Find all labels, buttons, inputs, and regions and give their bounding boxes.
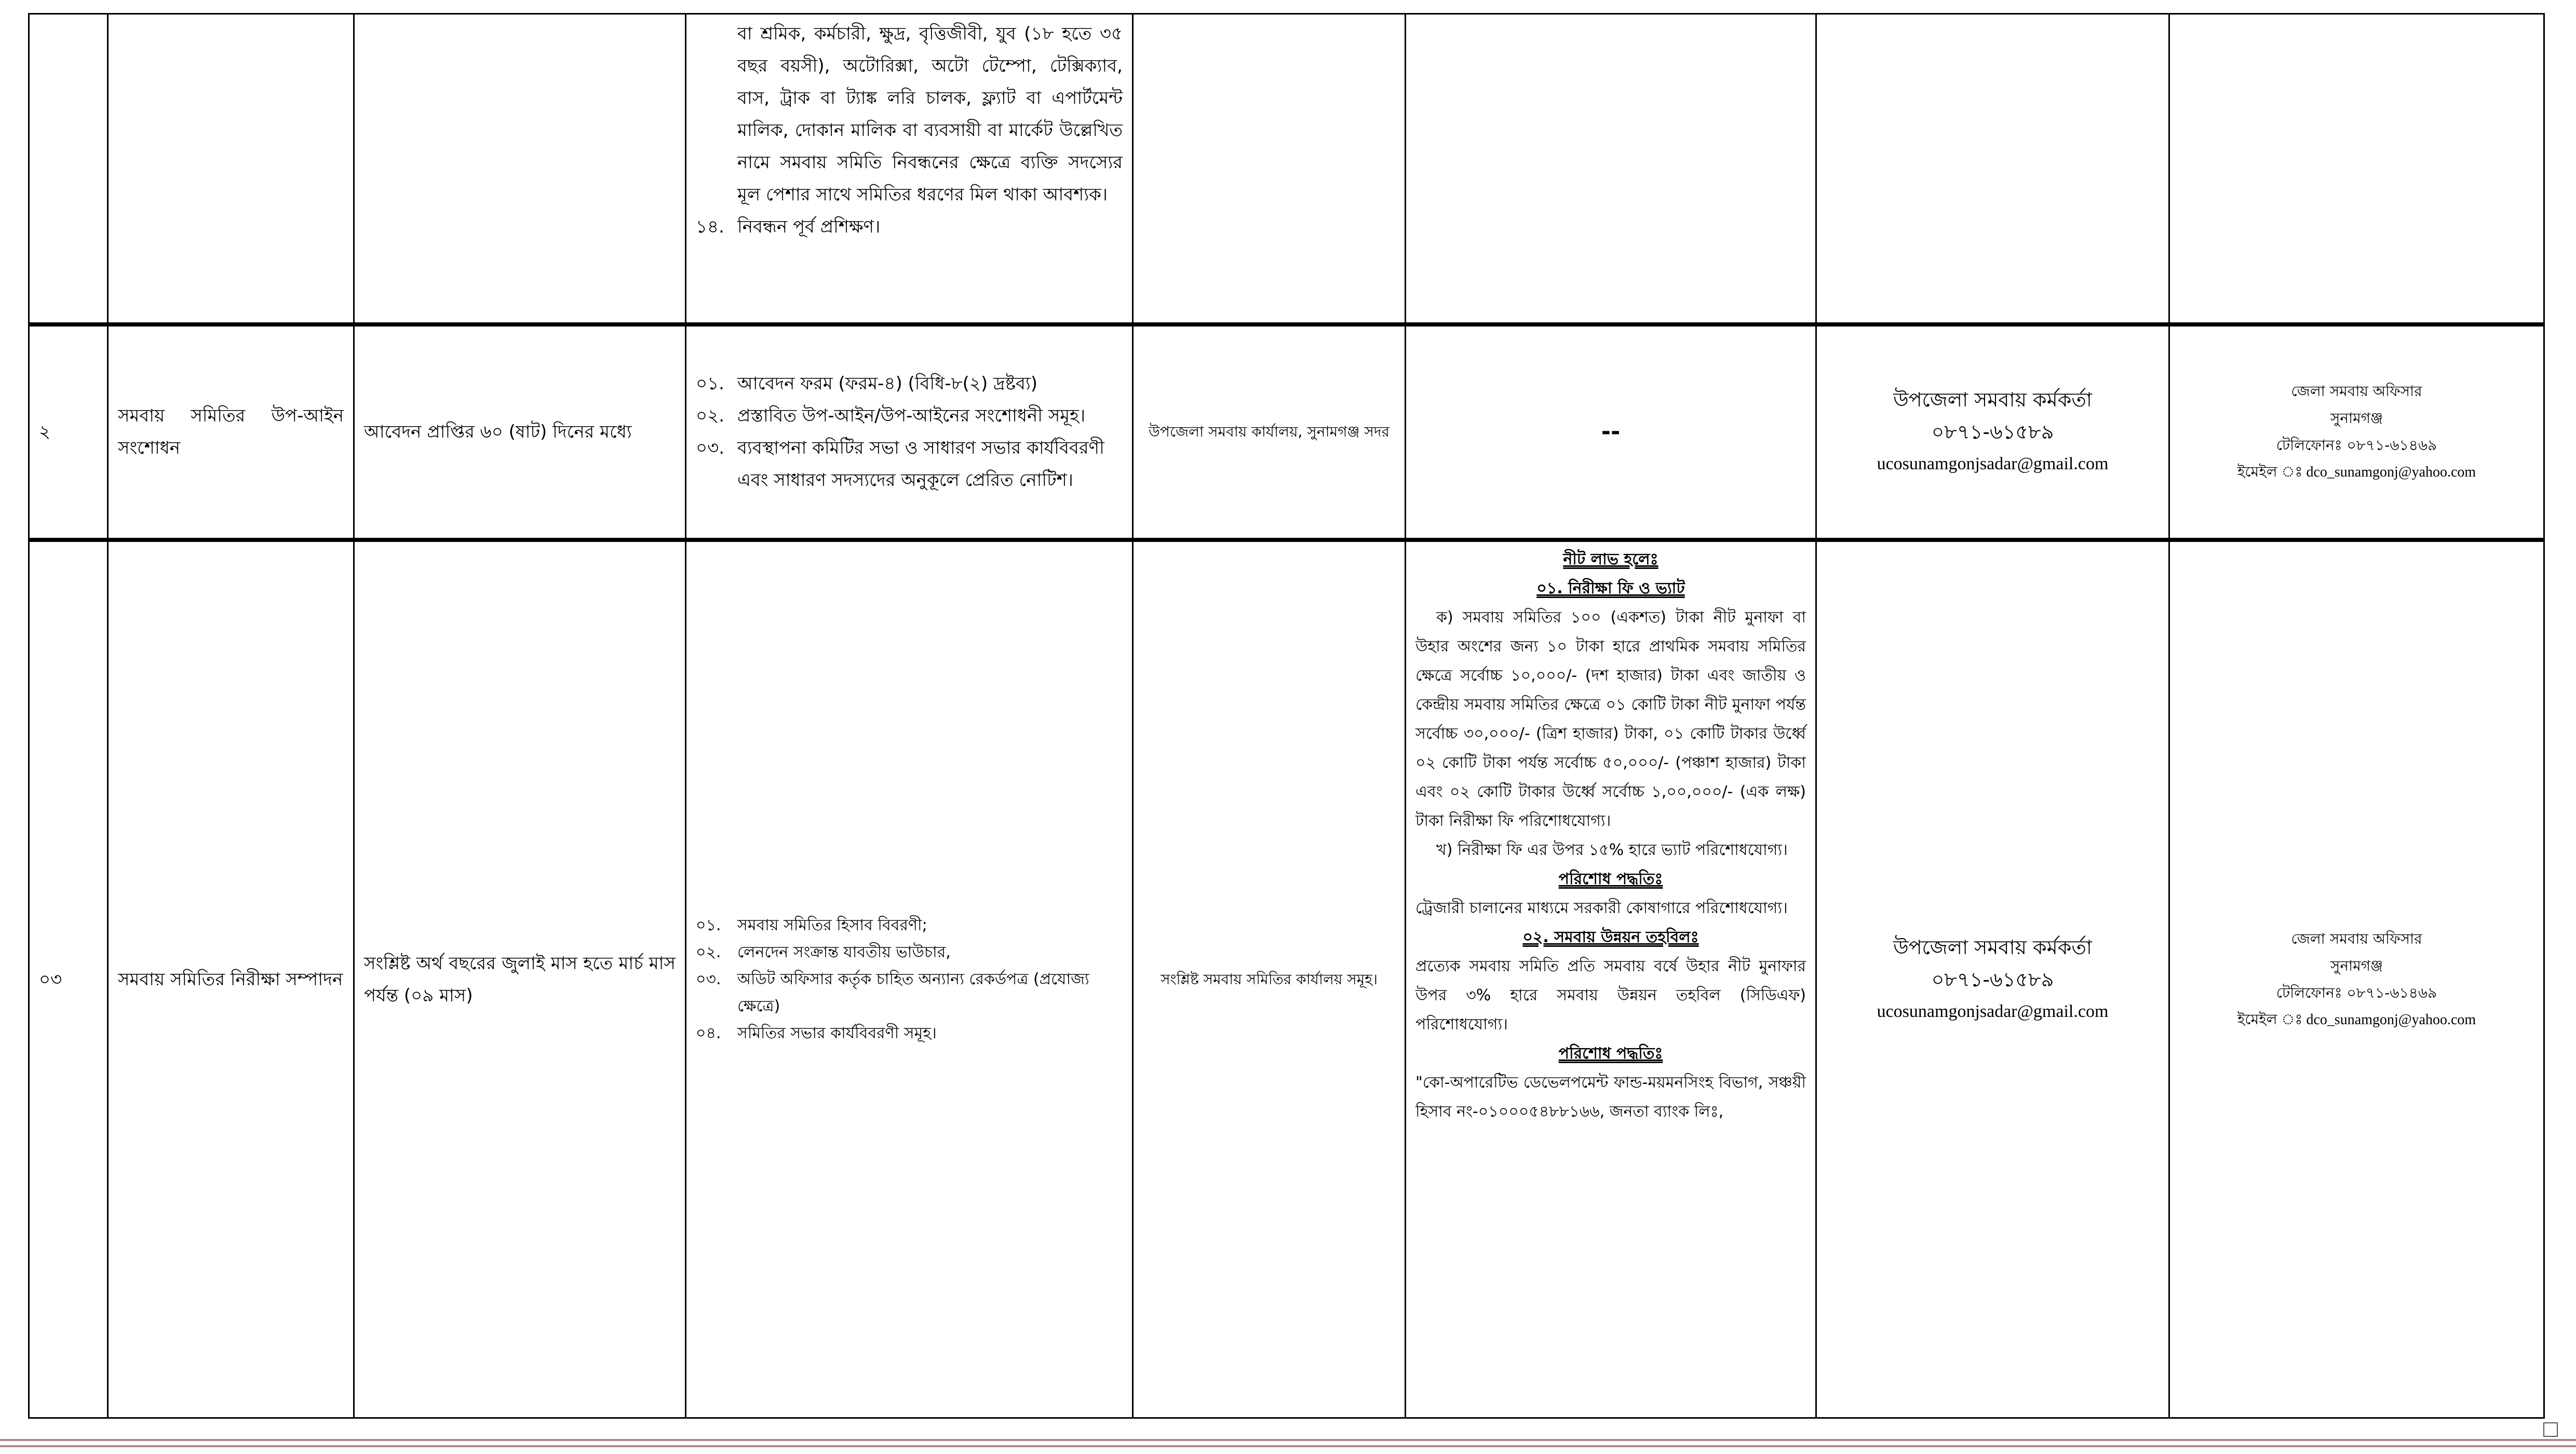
fee-cell: -- — [1406, 324, 1816, 540]
officer-cell — [1816, 540, 2169, 1418]
appeal-cell — [2169, 14, 2544, 324]
item-number: ০৩. — [696, 970, 721, 988]
fee-heading-development-fund: ০২. সমবায় উন্নয়ন তহবিলঃ — [1522, 928, 1699, 946]
item-text: সমিতির সভার কার্যবিবরণী সমূহ। — [737, 1024, 937, 1042]
document-item — [696, 400, 1123, 432]
document-item — [696, 939, 1123, 966]
fee-paragraph: খ) নিরীক্ষা ফি এর উপর ১৫% হারে ভ্যাট পরিশোধযোগ্য। — [1436, 840, 1788, 859]
appeal-place: সুনামগঞ্জ — [2330, 957, 2383, 974]
serial-cell — [29, 14, 108, 324]
documents-cell — [686, 540, 1133, 1418]
appeal-phone: টেলিফোনঃ ০৮৭১-৬১৪৬৯ — [2276, 437, 2437, 454]
office-cell: সংশ্লিষ্ট সমবায় সমিতির কার্যালয় সমূহ। — [1133, 540, 1406, 1418]
document-item — [696, 368, 1123, 400]
officer-cell — [1816, 324, 2169, 540]
office-cell: উপজেলা সমবায় কার্যালয়, সুনামগঞ্জ সদর — [1133, 324, 1406, 540]
fee-paragraph: ট্রেজারী চালানের মাধ্যমে সরকারী কোষাগারে পরিশোধযোগ্য। — [1415, 899, 1788, 917]
item-text: অডিট অফিসার কর্তৃক চাহিত অন্যান্য রেকর্ডপত্র (প্রযোজ্য ক্ষেত্রে) — [737, 970, 1089, 1015]
item-number: ০৩. — [696, 438, 725, 458]
appeal-phone: টেলিফোনঃ ০৮৭১-৬১৪৬৯ — [2276, 984, 2437, 1001]
item-number: ০১. — [696, 916, 721, 934]
serial-cell: ০৩ — [29, 540, 108, 1418]
page-divider — [0, 1445, 2576, 1447]
documents-continued-text: বা শ্রমিক, কর্মচারী, ক্ষুদ্র, বৃত্তিজীবী, যুব (১৮ হতে ৩৫ বছর বয়সী), অটোরিক্সা, অটো টেম্পো, টেক্সিক্যাব, বাস, ট্রাক বা ট্যাঙ্ক লরি চালক, ফ্ল্যাট বা এপার্টমেন্ট মালিক, দোকান মালিক বা ব্যবসায়ী বা মার্কেট উল্লেখিত নামে সমবায় সমিতি নিবন্ধনের ক্ষেত্রে ব্যক্তি সদস্যের মূল পেশার সাথে সমিতির ধরণের মিল থাকা আবশ্যক। — [737, 23, 1123, 205]
item-text: লেনদেন সংক্রান্ত যাবতীয় ভাউচার, — [737, 943, 951, 961]
table-row — [29, 14, 2544, 324]
service-cell: সমবায় সমিতির উপ-আইন সংশোধন — [108, 324, 354, 540]
appeal-officer-title: জেলা সমবায় অফিসার — [2291, 930, 2422, 947]
officer-email[interactable]: ucosunamgonjsadar@gmail.com — [1877, 454, 2109, 473]
appeal-email[interactable]: ইমেইল ঃ dco_sunamgonj@yahoo.com — [2237, 1011, 2476, 1028]
fee-cell — [1406, 540, 1816, 1418]
documents-cell — [686, 324, 1133, 540]
document-item — [696, 966, 1123, 1020]
appeal-cell — [2169, 540, 2544, 1418]
fee-heading-payment-method: পরিশোধ পদ্ধতিঃ — [1558, 869, 1663, 888]
time-cell: সংশ্লিষ্ট অর্থ বছরের জুলাই মাস হতে মার্চ মাস পর্যন্ত (০৯ মাস) — [354, 540, 686, 1418]
appeal-place: সুনামগঞ্জ — [2330, 410, 2383, 427]
table-row — [29, 324, 2544, 540]
officer-phone: ০৮৭১-৬১৫৮৯ — [1931, 968, 2054, 991]
fee-paragraph: ক) সমবায় সমিতির ১০০ (একশত) টাকা নীট মুনাফা বা উহার অংশের জন্য ১০ টাকা হারে প্রাথমিক সমবায় সমিতির ক্ষেত্রে সর্বোচ্চ ১০,০০০/- (দশ হাজার) টাকা এবং জাতীয় ও কেন্দ্রীয় সমবায় সমিতির ক্ষেত্রে ০১ কোটি টাকা নীট মুনাফা পর্যন্ত সর্বোচ্চ ৩০,০০০/- (ত্রিশ হাজার) টাকা, ০১ কোটি টাকার উর্ধ্বে ০২ কোটি টাকা পর্যন্ত সর্বোচ্চ ৫০,০০০/- (পঞ্চাশ হাজার) টাকা এবং ০২ কোটি টাকার উর্ধ্বে সর্বোচ্চ ১,০০,০০০/- (এক লক্ষ) টাকা নিরীক্ষা ফি পরিশোধযোগ্য। — [1415, 608, 1806, 830]
citizen-charter-table — [28, 13, 2545, 1419]
service-cell — [108, 14, 354, 324]
time-cell — [354, 14, 686, 324]
officer-title: উপজেলা সমবায় কর্মকর্তা — [1893, 935, 2092, 959]
item-text: প্রস্তাবিত উপ-আইন/উপ-আইনের সংশোধনী সমূহ। — [737, 405, 1086, 426]
document-item — [696, 1020, 1123, 1047]
officer-cell — [1816, 14, 2169, 324]
item-text: আবেদন ফরম (ফরম-৪) (বিধি-৮(২) দ্রষ্টব্য) — [737, 373, 1038, 394]
fee-paragraph: "কো-অপারেটিভ ডেভেলপমেন্ট ফান্ড-ময়মনসিংহ বিভাগ, সঞ্চয়ী হিসাব নং-০১০০০৫৪৮৮১৬৬, জনতা ব্যাংক লিঃ, — [1415, 1073, 1806, 1121]
table-row — [29, 540, 2544, 1418]
service-cell: সমবায় সমিতির নিরীক্ষা সম্পাদন — [108, 540, 354, 1418]
item-number: ০৪. — [696, 1024, 721, 1042]
appeal-officer-title: জেলা সমবায় অফিসার — [2291, 383, 2422, 400]
time-cell: আবেদন প্রাপ্তির ৬০ (ষাট) দিনের মধ্যে — [354, 324, 686, 540]
appeal-email[interactable]: ইমেইল ঃ dco_sunamgonj@yahoo.com — [2237, 464, 2476, 480]
fee-cell — [1406, 14, 1816, 324]
item-number: ০১. — [696, 373, 724, 394]
item-number: ০২. — [696, 405, 725, 426]
document-item — [696, 211, 1123, 243]
item-text: ব্যবস্থাপনা কমিটির সভা ও সাধারণ সভার কার্যবিবরণী এবং সাধারণ সদস্যদের অনুকূলে প্রেরিত নোটিশ। — [737, 438, 1104, 491]
officer-phone: ০৮৭১-৬১৫৮৯ — [1931, 420, 2054, 443]
document-item — [696, 432, 1123, 496]
officer-email[interactable]: ucosunamgonjsadar@gmail.com — [1877, 1001, 2109, 1021]
appeal-cell — [2169, 324, 2544, 540]
item-text: সমবায় সমিতির হিসাব বিবরণী; — [737, 916, 927, 934]
serial-cell: ২ — [29, 324, 108, 540]
page-corner-marker — [2543, 1422, 2558, 1437]
document-item — [696, 912, 1123, 939]
fee-heading-net-profit: নীট লাভ হলেঃ — [1563, 550, 1658, 568]
fee-paragraph: প্রত্যেক সমবায় সমিতি প্রতি সমবায় বর্ষে উহার নীট মুনাফার উপর ৩% হারে সমবায় উন্নয়ন তহবিল (সিডিএফ) পরিশোধযোগ্য। — [1415, 957, 1806, 1034]
documents-cell — [686, 14, 1133, 324]
item-number: ১৪. — [696, 216, 724, 237]
item-number: ০২. — [696, 943, 721, 961]
fee-heading-payment-method: পরিশোধ পদ্ধতিঃ — [1558, 1044, 1663, 1063]
page-divider — [0, 1439, 2576, 1441]
officer-title: উপজেলা সমবায় কর্মকর্তা — [1893, 388, 2092, 411]
fee-heading-audit-fee: ০১. নিরীক্ষা ফি ও ভ্যাট — [1536, 579, 1685, 597]
office-cell — [1133, 14, 1406, 324]
item-text: নিবন্ধন পূর্ব প্রশিক্ষণ। — [737, 216, 881, 237]
